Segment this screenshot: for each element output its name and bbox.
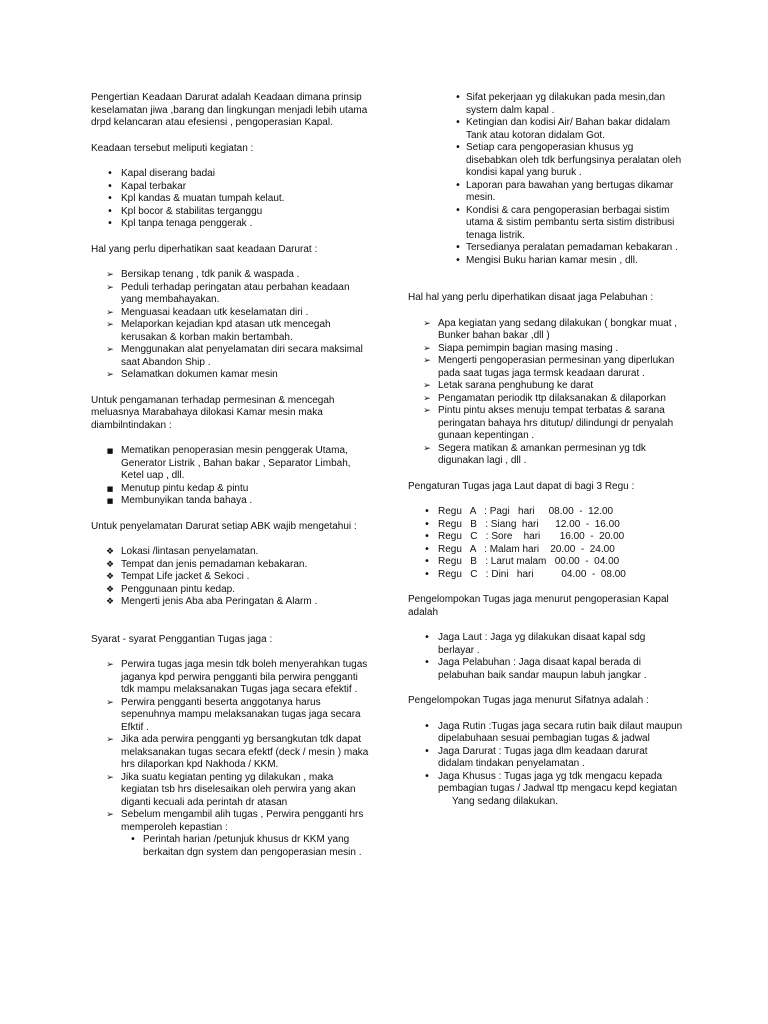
bullet-icon: • — [424, 556, 430, 567]
bullet-icon: • — [424, 657, 430, 668]
arrow-icon: ➢ — [106, 345, 114, 355]
list-item: ➢ Bersikap tenang , tdk panik & waspada . — [91, 269, 371, 282]
arrow-icon: ➢ — [423, 343, 431, 354]
bullet-icon: • — [424, 506, 430, 517]
bullet-icon: • — [455, 179, 461, 191]
square-bullet-icon: ■ — [106, 497, 114, 505]
arrow-icon: ➢ — [423, 318, 431, 329]
pengelompokan-operasi-heading: Pengelompokan Tugas jaga menurut pengoperasian Kapal adalah — [408, 594, 669, 618]
arrow-icon: ➢ — [423, 406, 431, 416]
list-item: ➢ Melaporkan kejadian kpd atasan utk mencegah kerusakan & korban makin bertambah. — [91, 319, 371, 344]
pengamanan-heading: Untuk pengamanan terhadap permesinan & mencegah meluasnya Marabahaya dilokasi Kamar mesin maka diambilntindakan : — [91, 394, 335, 431]
list-item: • Sifat pekerjaan yg dilakukan pada mesin,dan system dalm kapal . — [408, 92, 683, 117]
list-item: ❖ Penggunaan pintu kedap. — [105, 583, 235, 595]
arrow-icon: ➢ — [106, 282, 114, 293]
list-item: ➢ Jika suatu kegiatan penting yg dilakukan , maka kegiatan tsb hrs diselesaikan oleh perwira yang akan diganti kecuali ada perintah dr atasan — [91, 772, 371, 810]
square-bullet-icon: ■ — [106, 447, 114, 455]
list-item: ➢ Menggunakan alat penyelamatan diri secara maksimal saat Abandon Ship . — [91, 344, 371, 369]
pengamanan-list — [91, 445, 371, 508]
bullet-icon: • — [455, 204, 461, 216]
diamond-bullet-icon: ❖ — [105, 597, 115, 607]
list-item: • Mengisi Buku harian kamar mesin , dll. — [408, 255, 683, 268]
bullet-icon: • — [107, 205, 113, 217]
pengaturan-heading: Pengaturan Tugas jaga Laut dapat di bagi 3 Regu : — [408, 480, 635, 492]
list-item: • Jaga Pelabuhan : Jaga disaat kapal berada di pelabuhan baik sandar maupun labuh jangkar . — [408, 657, 683, 682]
bullet-icon: • — [424, 518, 430, 530]
tugas-jaga-list — [408, 92, 683, 267]
list-item: • Kpl bocor & stabilitas terganggu — [91, 206, 371, 219]
trailing-text: Yang sedang dilakukan. — [452, 795, 559, 807]
list-item: ➢ Letak sarana penghubung ke darat — [408, 380, 683, 393]
bullet-icon: • — [424, 720, 430, 732]
list-item: ➢ Perwira pengganti beserta anggotanya harus sepenuhnya mampu melaksanakan tugas jaga secara Efktif . — [91, 697, 371, 735]
list-item: • Kondisi & cara pengoperasian berbagai sistim utama & sistim pembantu serta sistim distribusi tenaga listrik. — [408, 205, 683, 243]
list-item: ➢ Peduli terhadap peringatan atau perbahan keadaan yang membahayakan. — [91, 282, 371, 307]
diamond-bullet-icon: ❖ — [105, 547, 115, 557]
hal-heading: Hal yang perlu diperhatikan saat keadaan Darurat : — [91, 243, 318, 255]
list-item: ➢ Apa kegiatan yang sedang dilakukan ( bongkar muat , Bunker bahan bakar ,dll ) — [408, 318, 683, 343]
bullet-icon: • — [424, 531, 430, 542]
right-column — [408, 92, 683, 808]
list-item: ➢ Menguasai keadaan utk keselamatan diri . — [91, 307, 371, 320]
bullet-icon: • — [424, 632, 430, 643]
list-item: ■ Mematikan penoperasian mesin penggerak Utama, Generator Listrik , Bahan bakar , Separator Limbah, Ketel uap , dll. — [91, 445, 371, 483]
pelabuhan-heading: Hal hal yang perlu diperhatikan disaat jaga Pelabuhan : — [408, 292, 654, 303]
list-item: ➢ Selamatkan dokumen kamar mesin — [91, 369, 371, 382]
list-item: ➢ Pengamatan periodik ttp dilaksanakan & dilaporkan — [408, 393, 683, 406]
bullet-icon: • — [424, 770, 430, 782]
pengelompokan-sifat-list — [408, 721, 683, 796]
arrow-icon: ➢ — [423, 393, 431, 404]
intro-paragraph: Pengertian Keadaan Darurat adalah Keadaan dimana prinsip keselamatan jiwa ,barang dan lingkungan menjadi lebih utama drpd kelancaran atau efesiensi , pengoperasian Kapal. — [91, 92, 368, 128]
penyelamatan-list — [91, 546, 371, 609]
diamond-bullet-icon: ❖ — [105, 559, 115, 570]
list-item: • Regu C : Dini hari 04.00 - 08.00 — [408, 569, 683, 582]
bullet-icon: • — [107, 180, 113, 192]
list-item: ❖ Tempat Life jacket & Sekoci . — [105, 571, 250, 582]
list-item: ❖ Mengerti jenis Aba aba Peringatan & Alarm . — [105, 596, 318, 607]
list-item: ➢ Jika ada perwira pengganti yg bersangkutan tdk dapat melaksanakan tugas secara efektf (deck / mesin ) maka hrs dilaporkan kpd Nakhoda / KKM. — [91, 734, 371, 772]
bullet-icon: • — [107, 218, 113, 229]
arrow-icon: ➢ — [106, 660, 114, 670]
list-item: • Tersedianya peralatan pemadaman kebakaran . — [408, 242, 683, 255]
list-item: • Jaga Khusus : Tugas jaga yg tdk mengacu kepada pembagian tugas / Jadwal ttp mengacu kepd kegiatan — [408, 771, 683, 796]
list-item: ➢ Segera matikan & amankan permesinan yg tdk digunakan lagi , dll . — [408, 443, 683, 468]
arrow-icon: ➢ — [423, 381, 431, 391]
arrow-icon: ➢ — [106, 735, 114, 745]
bullet-icon: • — [455, 242, 461, 253]
pengelompokan-sifat-heading: Pengelompokan Tugas jaga menurut Sifatnya adalah : — [408, 695, 649, 706]
pengelompokan-operasi-list — [408, 632, 683, 682]
bullet-icon: • — [130, 834, 136, 845]
bullet-icon: • — [455, 142, 461, 153]
list-item: • Kpl kandas & muatan tumpah kelaut. — [91, 193, 371, 206]
list-item: • Regu A : Malam hari 20.00 - 24.00 — [408, 544, 683, 557]
list-item: • Setiap cara pengoperasian khusus yg disebabkan oleh tdk berfungsinya peralatan oleh kondisi kapal yang buruk . — [408, 142, 683, 180]
keadaan-heading: Keadaan tersebut meliputi kegiatan : — [91, 142, 254, 154]
bullet-icon: • — [455, 254, 461, 266]
arrow-icon: ➢ — [106, 307, 114, 318]
list-item: • Ketingian dan kodisi Air/ Bahan bakar didalam Tank atau kotoran didalam Got. — [408, 117, 683, 142]
bullet-icon: • — [424, 745, 430, 757]
list-item: ■ Menutup pintu kedap & pintu — [91, 483, 371, 496]
bullet-icon: • — [107, 168, 113, 179]
arrow-icon: ➢ — [106, 320, 114, 330]
arrow-icon: ➢ — [423, 443, 431, 454]
list-item: ➢ Perwira tugas jaga mesin tdk boleh menyerahkan tugas jaganya kpd perwira pengganti bila perwira pengganti tdk mampu melaksanakan Tugas jaga secara efektif . — [91, 659, 371, 697]
list-item: • Jaga Darurat : Tugas jaga dlm keadaan darurat didalam tindakan penyelamatan . — [408, 746, 683, 771]
list-item: • Regu C : Sore hari 16.00 - 20.00 — [408, 531, 683, 544]
diamond-bullet-icon: ❖ — [105, 572, 115, 582]
list-item: • Regu B : Larut malam 00.00 - 04.00 — [408, 556, 683, 569]
arrow-icon: ➢ — [423, 356, 431, 366]
arrow-icon: ➢ — [106, 772, 114, 783]
list-item: ➢ Mengerti pengoperasian permesinan yang diperlukan pada saat tugas jaga termsk keadaan darurat . — [408, 355, 683, 380]
list-item: ➢ Pintu pintu akses menuju tempat terbatas & sarana peringatan bahaya hrs ditutup/ dilindungi dr penyalah gunaan kepentingan . — [408, 405, 683, 443]
pelabuhan-list — [408, 318, 683, 468]
bullet-icon: • — [424, 568, 430, 580]
list-item: ➢ Sebelum mengambil alih tugas , Perwira pengganti hrs memperoleh kepastian : • Perintah harian /petunjuk khusus dr KKM yang berkaitan dgn system dan pengoperasian mesin . — [91, 809, 371, 859]
bullet-icon: • — [424, 543, 430, 555]
list-item: ■ Membunyikan tanda bahaya . — [91, 495, 371, 508]
bullet-icon: • — [107, 193, 113, 204]
list-item: • Kpl tanpa tenaga penggerak . — [91, 218, 371, 231]
bullet-icon: • — [455, 117, 461, 128]
list-item: • Regu B : Siang hari 12.00 - 16.00 — [408, 519, 683, 532]
syarat-sublist — [121, 834, 371, 859]
syarat-heading: Syarat - syarat Penggantian Tugas jaga : — [91, 633, 273, 645]
list-item: ➢ Siapa pemimpin bagian masing masing . — [408, 343, 683, 356]
keadaan-list — [91, 168, 371, 231]
hal-list — [91, 269, 371, 382]
list-item: ❖ Tempat dan jenis pemadaman kebakaran. — [105, 558, 308, 570]
arrow-icon: ➢ — [106, 370, 114, 380]
list-item: • Jaga Rutin :Tugas jaga secara rutin baik dilaut maupun dipelabuhaan sesuai pembagian tugas & jadwal — [408, 721, 683, 746]
list-item: • Laporan para bawahan yang bertugas dikamar mesin. — [408, 180, 683, 205]
arrow-icon: ➢ — [106, 697, 114, 708]
list-item: • Kapal terbakar — [91, 181, 371, 194]
left-column — [91, 92, 371, 859]
list-item: • Perintah harian /petunjuk khusus dr KKM yang berkaitan dgn system dan pengoperasian mesin . — [121, 834, 371, 859]
arrow-icon: ➢ — [106, 810, 114, 820]
list-item: • Jaga Laut : Jaga yg dilakukan disaat kapal sdg berlayar . — [408, 632, 683, 657]
regu-list — [408, 506, 683, 581]
syarat-list — [91, 659, 371, 859]
arrow-icon: ➢ — [106, 270, 114, 280]
list-item: • Kapal diserang badai — [91, 168, 371, 181]
square-bullet-icon: ■ — [106, 484, 114, 493]
list-item: • Regu A : Pagi hari 08.00 - 12.00 — [408, 506, 683, 519]
penyelamatan-heading: Untuk penyelamatan Darurat setiap ABK wajib mengetahui : — [91, 520, 357, 532]
diamond-bullet-icon: ❖ — [105, 584, 115, 595]
bullet-icon: • — [455, 92, 461, 103]
list-item: ❖ Lokasi /lintasan penyelamatan. — [105, 546, 259, 557]
